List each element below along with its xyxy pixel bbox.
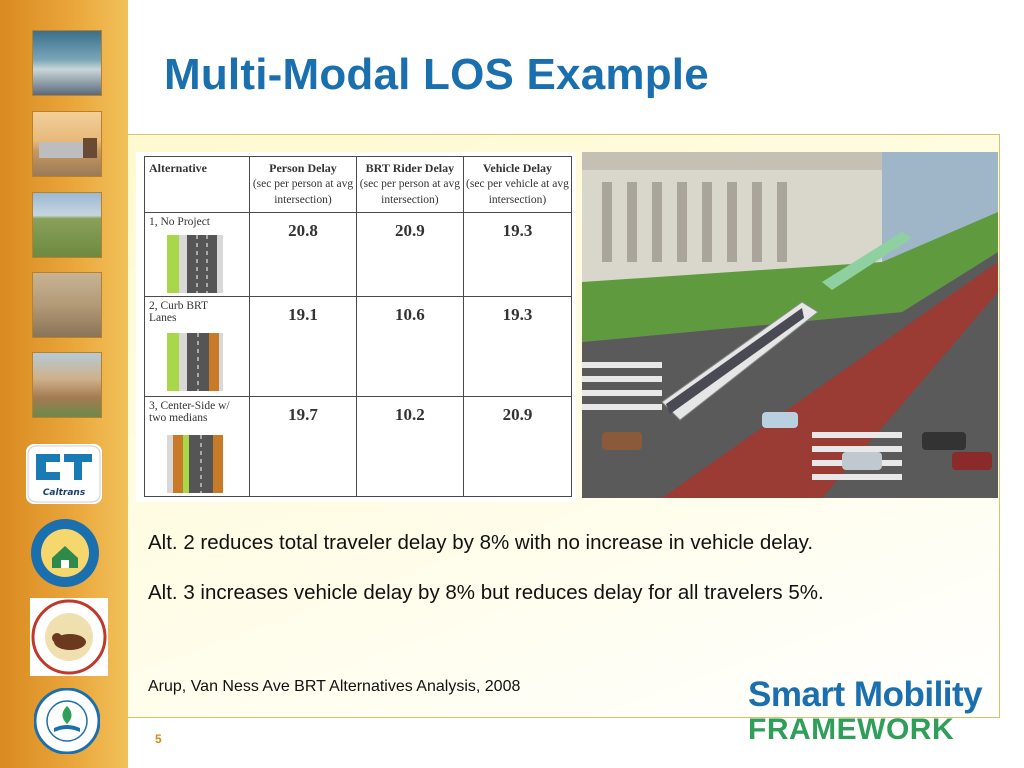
brand-line-1: Smart Mobility: [748, 675, 983, 714]
header-vehicle-delay-sub: (sec per vehicle at avg intersection): [466, 178, 569, 206]
alternative-label: 2, Curb BRT Lanes: [149, 300, 208, 324]
lane-diagram-no-project: [167, 235, 223, 293]
source-citation: Arup, Van Ness Ave BRT Alternatives Analysis, 2008: [148, 678, 521, 695]
header-vehicle-delay-label: Vehicle Delay: [482, 161, 553, 175]
vehicle-delay-cell: 19.3: [463, 297, 571, 397]
header-person-delay-sub: (sec per person at avg intersection): [252, 178, 354, 206]
brt-delay-cell: 10.2: [356, 397, 463, 497]
svg-text:Caltrans: Caltrans: [42, 488, 86, 498]
page-number: 5: [155, 732, 162, 746]
finding-alt-2: Alt. 2 reduces total traveler delay by 8% with no increase in vehicle delay.: [148, 531, 814, 554]
vehicle-delay-cell: 19.3: [463, 213, 571, 297]
alternative-cell: [145, 297, 250, 397]
caltrans-logo: [26, 444, 102, 504]
city-photo-thumbnail: [32, 272, 102, 338]
person-delay-cell: 19.1: [250, 297, 357, 397]
los-table: [144, 156, 572, 497]
slide-title: Multi-Modal LOS Example: [164, 50, 709, 99]
governors-office-seal: [30, 598, 108, 676]
los-table-figure: [136, 152, 576, 502]
header-vehicle-delay: [463, 157, 571, 213]
traffic-photo-thumbnail: [32, 30, 102, 96]
vehicle-delay-cell: 20.9: [463, 397, 571, 497]
header-brt-delay-label: BRT Rider Delay: [365, 161, 455, 175]
brt-delay-cell: 20.9: [356, 213, 463, 297]
brand-line-2: FRAMEWORK: [748, 713, 955, 746]
housing-community-development-seal: [30, 518, 100, 588]
brt-street-rendering: [582, 152, 998, 498]
header-alternative: Alternative: [145, 157, 250, 213]
table-row: [145, 213, 572, 297]
highway-photo-thumbnail: [32, 192, 102, 258]
table-row: [145, 297, 572, 397]
lane-diagram-curb-brt: [167, 333, 223, 391]
alternative-cell: [145, 213, 250, 297]
header-brt-delay: [356, 157, 463, 213]
sidebar: [0, 0, 128, 768]
brt-delay-cell: 10.6: [356, 297, 463, 397]
alternative-cell: [145, 397, 250, 497]
header-brt-delay-sub: (sec per person at avg intersection): [359, 178, 461, 206]
header-person-delay: [250, 157, 357, 213]
houses-photo-thumbnail: [32, 352, 102, 418]
header-person-delay-label: Person Delay: [269, 161, 337, 175]
truck-photo-thumbnail: [32, 111, 102, 177]
person-delay-cell: 20.8: [250, 213, 357, 297]
epa-seal: [34, 688, 100, 754]
lane-diagram-center-side: [167, 435, 223, 493]
finding-alt-3: Alt. 3 increases vehicle delay by 8% but reduces delay for all travelers 5%.: [148, 581, 824, 604]
smart-mobility-framework-logo: [748, 676, 1010, 746]
person-delay-cell: 19.7: [250, 397, 357, 497]
alternative-label: 1, No Project: [149, 216, 211, 228]
table-row: [145, 397, 572, 497]
alternative-label: 3, Center-Side w/ two medians: [149, 400, 230, 424]
